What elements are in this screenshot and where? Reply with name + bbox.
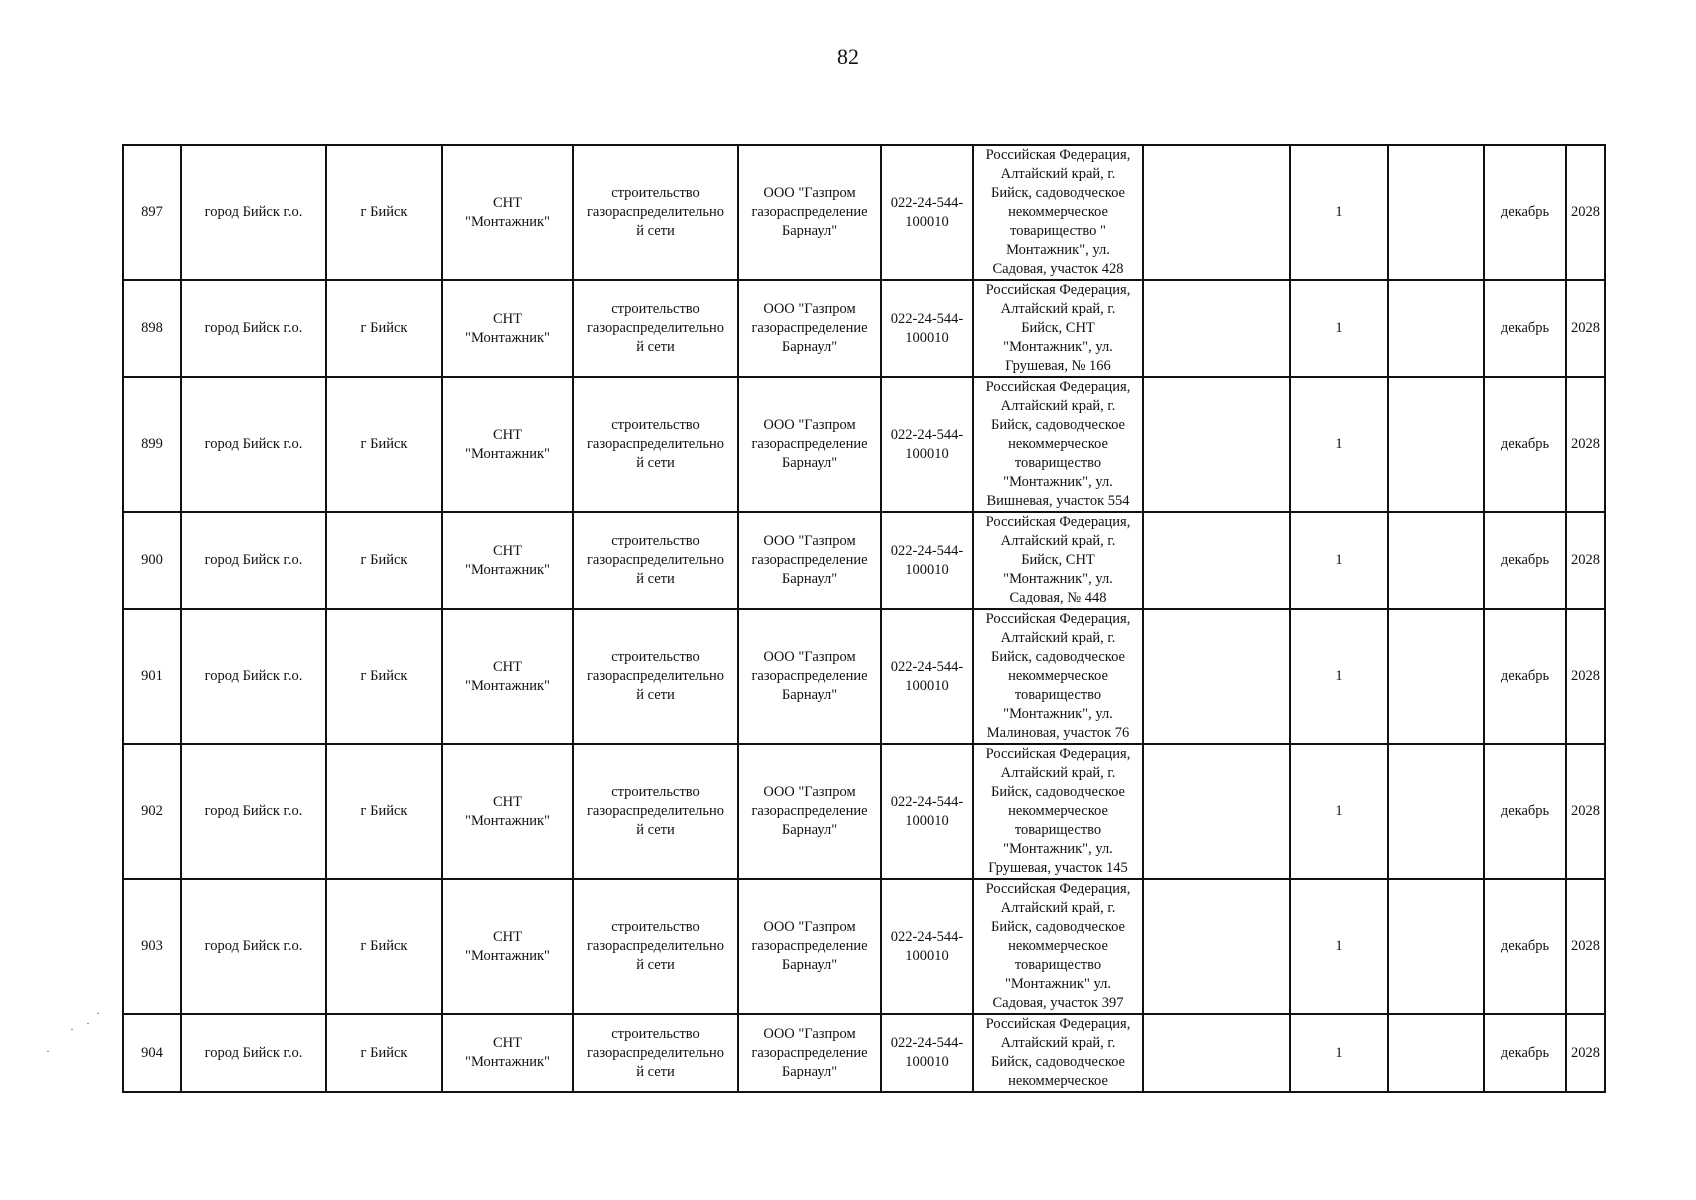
row-number: 904 <box>123 1014 181 1092</box>
table-row <box>123 377 1605 512</box>
year-cell: 2028 <box>1566 377 1605 512</box>
table-row <box>123 512 1605 609</box>
quantity-cell: 1 <box>1290 609 1388 744</box>
year-cell: 2028 <box>1566 512 1605 609</box>
address-cell: Российская Федерация, Алтайский край, г. Бийск, СНТ "Монтажник", ул. Грушевая, № 166 <box>973 280 1143 377</box>
table-row <box>123 879 1605 1014</box>
month-cell: декабрь <box>1484 879 1566 1014</box>
month-cell: декабрь <box>1484 512 1566 609</box>
quantity-cell: 1 <box>1290 512 1388 609</box>
empty-cell <box>1388 1014 1484 1092</box>
municipality-cell: город Бийск г.о. <box>181 512 326 609</box>
empty-cell <box>1388 609 1484 744</box>
code-cell: 022-24-544- 100010 <box>881 609 973 744</box>
scan-speck: · <box>46 1044 50 1058</box>
settlement-cell: г Бийск <box>326 145 442 280</box>
organization-cell: ООО "Газпром газораспределение Барнаул" <box>738 609 881 744</box>
organization-cell: ООО "Газпром газораспределение Барнаул" <box>738 1014 881 1092</box>
settlement-cell: г Бийск <box>326 1014 442 1092</box>
row-number: 901 <box>123 609 181 744</box>
code-cell: 022-24-544- 100010 <box>881 879 973 1014</box>
empty-cell <box>1388 744 1484 879</box>
object-cell: СНТ "Монтажник" <box>442 879 573 1014</box>
month-cell: декабрь <box>1484 744 1566 879</box>
registry-table <box>122 144 1606 1093</box>
empty-cell <box>1143 512 1290 609</box>
municipality-cell: город Бийск г.о. <box>181 609 326 744</box>
work-type-cell: строительство газораспределительно й сети <box>573 280 738 377</box>
quantity-cell: 1 <box>1290 280 1388 377</box>
object-cell: СНТ "Монтажник" <box>442 145 573 280</box>
settlement-cell: г Бийск <box>326 280 442 377</box>
settlement-cell: г Бийск <box>326 609 442 744</box>
organization-cell: ООО "Газпром газораспределение Барнаул" <box>738 377 881 512</box>
year-cell: 2028 <box>1566 145 1605 280</box>
municipality-cell: город Бийск г.о. <box>181 377 326 512</box>
month-cell: декабрь <box>1484 377 1566 512</box>
row-number: 900 <box>123 512 181 609</box>
municipality-cell: город Бийск г.о. <box>181 744 326 879</box>
municipality-cell: город Бийск г.о. <box>181 879 326 1014</box>
row-number: 899 <box>123 377 181 512</box>
year-cell: 2028 <box>1566 609 1605 744</box>
row-number: 902 <box>123 744 181 879</box>
quantity-cell: 1 <box>1290 1014 1388 1092</box>
code-cell: 022-24-544- 100010 <box>881 1014 973 1092</box>
month-cell: декабрь <box>1484 145 1566 280</box>
empty-cell <box>1388 280 1484 377</box>
organization-cell: ООО "Газпром газораспределение Барнаул" <box>738 145 881 280</box>
empty-cell <box>1143 879 1290 1014</box>
address-cell: Российская Федерация, Алтайский край, г. Бийск, садоводческое некоммерческое товарищество "Монтажник", ул. Вишневая, участок 554 <box>973 377 1143 512</box>
work-type-cell: строительство газораспределительно й сети <box>573 879 738 1014</box>
empty-cell <box>1388 512 1484 609</box>
empty-cell <box>1388 145 1484 280</box>
organization-cell: ООО "Газпром газораспределение Барнаул" <box>738 280 881 377</box>
year-cell: 2028 <box>1566 1014 1605 1092</box>
work-type-cell: строительство газораспределительно й сети <box>573 377 738 512</box>
scan-speck: · <box>96 1006 100 1020</box>
address-cell: Российская Федерация, Алтайский край, г. Бийск, садоводческое некоммерческое товарищество "Монтажник", ул. Малиновая, участок 76 <box>973 609 1143 744</box>
municipality-cell: город Бийск г.о. <box>181 280 326 377</box>
scan-speck: · <box>86 1016 90 1030</box>
code-cell: 022-24-544- 100010 <box>881 280 973 377</box>
month-cell: декабрь <box>1484 609 1566 744</box>
empty-cell <box>1143 145 1290 280</box>
organization-cell: ООО "Газпром газораспределение Барнаул" <box>738 744 881 879</box>
empty-cell <box>1143 280 1290 377</box>
address-cell: Российская Федерация, Алтайский край, г. Бийск, садоводческое некоммерческое <box>973 1014 1143 1092</box>
municipality-cell: город Бийск г.о. <box>181 1014 326 1092</box>
table-row <box>123 609 1605 744</box>
table-row <box>123 744 1605 879</box>
table-row <box>123 280 1605 377</box>
organization-cell: ООО "Газпром газораспределение Барнаул" <box>738 879 881 1014</box>
registry-body <box>123 145 1605 1092</box>
address-cell: Российская Федерация, Алтайский край, г. Бийск, СНТ "Монтажник", ул. Садовая, № 448 <box>973 512 1143 609</box>
empty-cell <box>1143 609 1290 744</box>
month-cell: декабрь <box>1484 280 1566 377</box>
row-number: 903 <box>123 879 181 1014</box>
quantity-cell: 1 <box>1290 879 1388 1014</box>
row-number: 897 <box>123 145 181 280</box>
year-cell: 2028 <box>1566 879 1605 1014</box>
month-cell: декабрь <box>1484 1014 1566 1092</box>
table-row <box>123 1014 1605 1092</box>
code-cell: 022-24-544- 100010 <box>881 512 973 609</box>
year-cell: 2028 <box>1566 280 1605 377</box>
object-cell: СНТ "Монтажник" <box>442 377 573 512</box>
quantity-cell: 1 <box>1290 145 1388 280</box>
settlement-cell: г Бийск <box>326 377 442 512</box>
scan-speck: · <box>70 1022 74 1036</box>
page-number: 82 <box>837 44 859 69</box>
work-type-cell: строительство газораспределительно й сети <box>573 145 738 280</box>
empty-cell <box>1388 377 1484 512</box>
object-cell: СНТ "Монтажник" <box>442 512 573 609</box>
empty-cell <box>1143 1014 1290 1092</box>
quantity-cell: 1 <box>1290 377 1388 512</box>
object-cell: СНТ "Монтажник" <box>442 744 573 879</box>
address-cell: Российская Федерация, Алтайский край, г. Бийск, садоводческое некоммерческое товарищество " Монтажник", ул. Садовая, участок 428 <box>973 145 1143 280</box>
address-cell: Российская Федерация, Алтайский край, г. Бийск, садоводческое некоммерческое товарищество "Монтажник" ул. Садовая, участок 397 <box>973 879 1143 1014</box>
address-cell: Российская Федерация, Алтайский край, г. Бийск, садоводческое некоммерческое товарищество "Монтажник", ул. Грушевая, участок 145 <box>973 744 1143 879</box>
work-type-cell: строительство газораспределительно й сети <box>573 609 738 744</box>
object-cell: СНТ "Монтажник" <box>442 280 573 377</box>
empty-cell <box>1143 744 1290 879</box>
municipality-cell: город Бийск г.о. <box>181 145 326 280</box>
empty-cell <box>1388 879 1484 1014</box>
object-cell: СНТ "Монтажник" <box>442 609 573 744</box>
settlement-cell: г Бийск <box>326 744 442 879</box>
year-cell: 2028 <box>1566 744 1605 879</box>
code-cell: 022-24-544- 100010 <box>881 744 973 879</box>
quantity-cell: 1 <box>1290 744 1388 879</box>
settlement-cell: г Бийск <box>326 512 442 609</box>
row-number: 898 <box>123 280 181 377</box>
work-type-cell: строительство газораспределительно й сети <box>573 1014 738 1092</box>
work-type-cell: строительство газораспределительно й сети <box>573 744 738 879</box>
code-cell: 022-24-544- 100010 <box>881 377 973 512</box>
organization-cell: ООО "Газпром газораспределение Барнаул" <box>738 512 881 609</box>
settlement-cell: г Бийск <box>326 879 442 1014</box>
code-cell: 022-24-544- 100010 <box>881 145 973 280</box>
table-row <box>123 145 1605 280</box>
empty-cell <box>1143 377 1290 512</box>
work-type-cell: строительство газораспределительно й сети <box>573 512 738 609</box>
object-cell: СНТ "Монтажник" <box>442 1014 573 1092</box>
